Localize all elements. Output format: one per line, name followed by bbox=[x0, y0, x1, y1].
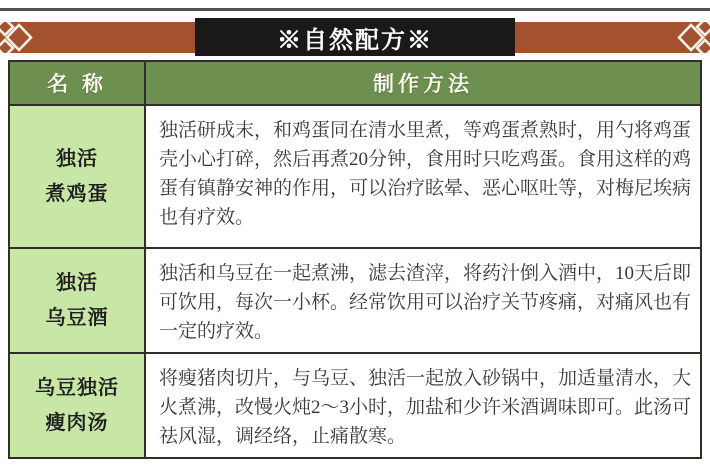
table-row bbox=[9, 248, 701, 353]
name-line: 独活 bbox=[56, 147, 98, 170]
method-cell: 独活和乌豆在一起煮沸，滤去渣滓，将药汁倒入酒中，10天后即可饮用，每次一小杯。经常饮用可以治疗关节疼痛，对痛风也有一定的疗效。 bbox=[145, 248, 701, 353]
header-name-cell: 名 称 bbox=[9, 61, 145, 105]
table-row bbox=[9, 105, 701, 248]
header-row bbox=[9, 61, 701, 105]
name-cell bbox=[9, 353, 145, 458]
page-title: ※自然配方※ bbox=[277, 27, 433, 54]
name-line: 乌豆独活 bbox=[35, 376, 119, 399]
method-cell: 将瘦猪肉切片，与乌豆、独活一起放入砂锅中，加适量清水，大火煮沸，改慢火炖2～3小时，加盐和少许米酒调味即可。此汤可祛风湿，调经络，止痛散寒。 bbox=[145, 353, 701, 458]
method-cell: 独活研成末，和鸡蛋同在清水里煮，等鸡蛋煮熟时，用勺将鸡蛋壳小心打碎，然后再煮20分钟，食用时只吃鸡蛋。食用这样的鸡蛋有镇静安神的作用，可以治疗眩晕、恶心呕吐等，对梅尼埃病也有疗效。 bbox=[145, 105, 701, 248]
name-line: 瘦肉汤 bbox=[45, 411, 109, 434]
name-line: 乌豆酒 bbox=[45, 306, 109, 329]
header-method-cell: 制作方法 bbox=[145, 61, 701, 105]
diamond-pattern-left-icon bbox=[0, 22, 36, 53]
name-line: 煮鸡蛋 bbox=[45, 182, 109, 205]
title-box bbox=[195, 18, 515, 56]
top-rule bbox=[0, 8, 710, 11]
recipe-table bbox=[8, 60, 702, 459]
name-cell bbox=[9, 105, 145, 248]
diamond-pattern-right-icon bbox=[674, 22, 710, 53]
table-row bbox=[9, 353, 701, 458]
name-cell bbox=[9, 248, 145, 353]
name-line: 独活 bbox=[56, 271, 98, 294]
